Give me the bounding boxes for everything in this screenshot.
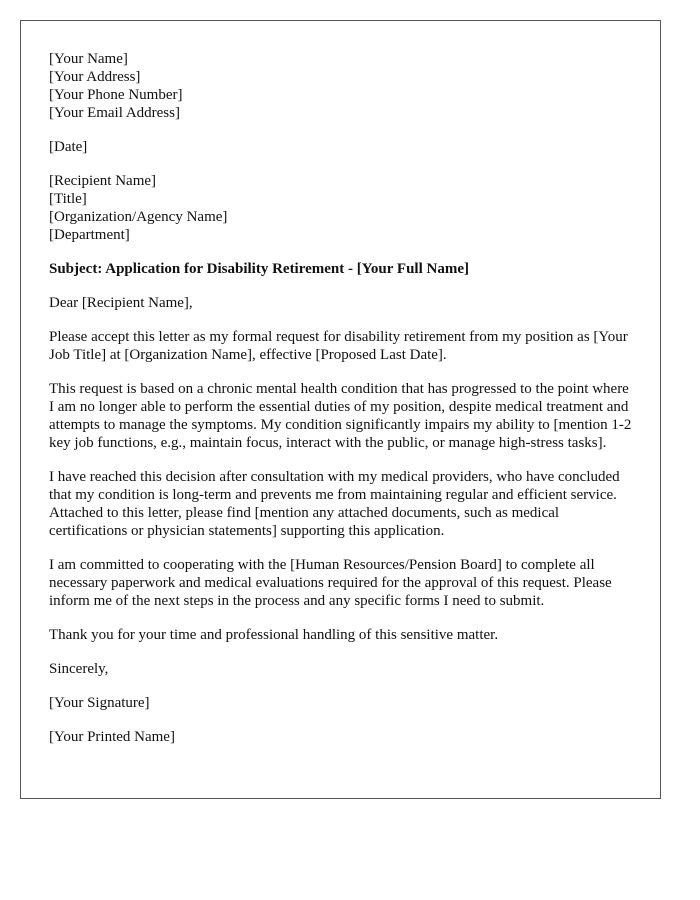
recipient-name: [Recipient Name]	[49, 173, 157, 189]
sender-block	[49, 50, 632, 122]
signature: [Your Signature]	[49, 695, 150, 711]
closing: Sincerely,	[49, 661, 109, 677]
subject-line: Subject: Application for Disability Retirement - [Your Full Name]	[49, 261, 469, 277]
body-paragraph-2: This request is based on a chronic mental health condition that has progressed to the point where I am no longer able to perform the essential duties of my position, despite medical treatment and attempts to manage the symptoms. My condition significantly impairs my ability to [mention 1-2 key job functions, e.g., maintain focus, interact with the public, or manage high-stress tasks].	[49, 381, 632, 451]
letter-date: [Date]	[49, 139, 88, 155]
sender-email: [Your Email Address]	[49, 105, 180, 121]
body-paragraph-1: Please accept this letter as my formal request for disability retirement from my position as [Your Job Title] at [Organization Name], effective [Proposed Last Date].	[49, 329, 628, 363]
recipient-department: [Department]	[49, 227, 130, 243]
sender-address: [Your Address]	[49, 69, 141, 85]
printed-name: [Your Printed Name]	[49, 729, 175, 745]
recipient-organization: [Organization/Agency Name]	[49, 209, 228, 225]
letter-page	[20, 20, 661, 799]
sender-phone: [Your Phone Number]	[49, 87, 183, 103]
recipient-title: [Title]	[49, 191, 87, 207]
recipient-block	[49, 172, 632, 244]
sender-name: [Your Name]	[49, 51, 128, 67]
salutation: Dear [Recipient Name],	[49, 295, 193, 311]
body-paragraph-3: I have reached this decision after consultation with my medical providers, who have concluded that my condition is long-term and prevents me from maintaining regular and efficient service. Attached to this letter, please find [mention any attached documents, such as medical certifications or physician statements] supporting this application.	[49, 469, 620, 539]
body-paragraph-5: Thank you for your time and professional handling of this sensitive matter.	[49, 627, 499, 643]
body-paragraph-4: I am committed to cooperating with the [Human Resources/Pension Board] to complete all necessary paperwork and medical evaluations required for the approval of this request. Please inform me of the next steps in the process and any specific forms I need to submit.	[49, 557, 612, 609]
